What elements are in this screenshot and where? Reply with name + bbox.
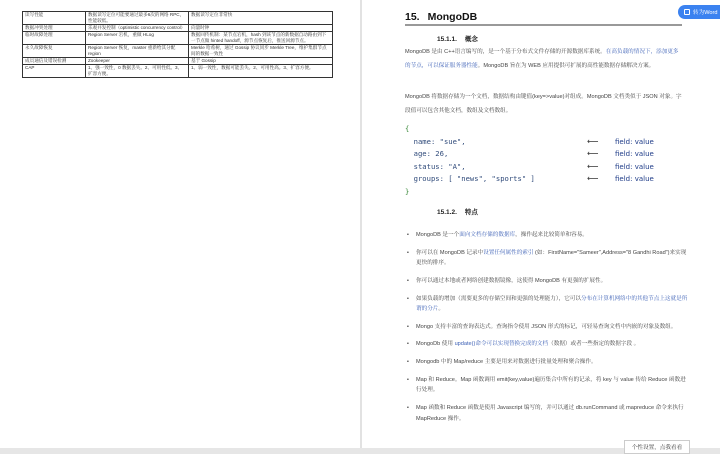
document-icon <box>684 9 690 15</box>
code-close-brace: } <box>405 186 410 196</box>
comparison-table <box>22 11 333 78</box>
table-cell: 数据冲突处理 <box>23 25 86 32</box>
list-item <box>405 248 690 269</box>
table-row <box>23 25 333 32</box>
field-value-label: field: value <box>615 150 654 159</box>
code-text: age: 26, <box>405 149 449 159</box>
code-text: status: "A", <box>405 161 466 171</box>
table-row <box>23 65 333 78</box>
bullet-icon: ▪ <box>407 295 409 302</box>
section-number: 15.1.1. <box>437 36 457 43</box>
bullet-icon: ▪ <box>407 277 409 284</box>
text: 。MongoDB 旨在为 WEB 应用提供可扩展的高性能数据存储解决方案。 <box>477 62 655 69</box>
field-value-label: field: value <box>615 162 654 171</box>
list-item <box>405 276 690 287</box>
list-item <box>405 322 690 333</box>
bullet-icon: ▪ <box>407 359 409 366</box>
list-item <box>405 403 690 424</box>
code-line <box>405 173 695 186</box>
concept-paragraph-1 <box>405 46 683 73</box>
table-cell: 基于 Gossip <box>189 58 333 65</box>
section-heading-features <box>437 207 478 216</box>
code-line <box>405 161 695 174</box>
highlight-text: 在高负载的情况下，添加更多的节点，可以保证服务器性能 <box>405 49 679 69</box>
arrow-left-icon: ⟵ <box>587 149 599 159</box>
table-cell: 读写性能 <box>23 12 86 25</box>
list-item <box>405 339 690 350</box>
chapter-number: 15. <box>405 11 420 23</box>
text: MongoDB 是由 C++语言编写的，是一个基于分布式文件存储的开源数据库系统。 <box>405 49 606 55</box>
table-cell: 数据读写定位非常快 <box>189 12 333 25</box>
table-cell: CAP <box>23 65 86 78</box>
table-cell: 向量时钟 <box>189 25 333 32</box>
code-text: name: "sue", <box>405 136 466 146</box>
left-page <box>0 0 360 448</box>
arrow-left-icon: ⟵ <box>587 174 599 184</box>
text: Mongo 支持丰富的查询表达式。查询指令使用 JSON 形式的标记，可轻易查询文档中内嵌的对象及数组。 <box>416 323 677 330</box>
table-cell: Region Server 宕机，重做 HLog <box>86 32 189 45</box>
arrow-left-icon: ⟵ <box>587 136 599 146</box>
code-text: groups: [ "news", "sports" ] <box>405 174 535 184</box>
table-cell: 1、弱一致性，数据可能丢失。2、可用性高。3、扩容方便。 <box>189 65 333 78</box>
text: 。 <box>438 306 444 313</box>
section-heading-concept <box>437 34 478 43</box>
table-cell: 临时故障处理 <box>23 32 86 45</box>
list-item <box>405 375 690 396</box>
text: 你可以在 MongoDB 记录中 <box>416 249 484 256</box>
table-row <box>23 12 333 25</box>
text: (如：FirstName="Sameer",Address="8 Gandhi Road")来实现更快的排序。 <box>416 249 687 267</box>
table-cell: 成员通信及错误检测 <box>23 58 86 65</box>
table-cell: Merkle 哈希树，通过 Gossip 协议同步 Merkle Tree，维护集群节点间的数据一致性 <box>189 45 333 58</box>
text: Map 和 Reduce。Map 函数调用 emit(key,value)遍历集合中所有的记录，将 key 与 value 传给 Reduce 函数进行处理。 <box>416 376 686 394</box>
chapter-title: MongoDB <box>427 11 478 23</box>
bullet-icon: ▪ <box>407 323 409 330</box>
table-cell: 1、强一致性，0 数据丢失。2、可用性低。3、扩容方便。 <box>86 65 189 78</box>
text: 你可以通过本地或者网络创建数据镜像，这使得 MongoDB 有更强的扩展性。 <box>416 277 607 284</box>
features-list <box>405 230 690 431</box>
highlight-text: 面向文档存储的数据库 <box>459 232 516 238</box>
table-cell: 数据回传机制：某节点宕机，hash 到该节点的新数据自动路由到下一节点做 hinted handoff，源节点恢复后，推送回源节点。 <box>189 32 333 45</box>
section-title: 特点 <box>464 209 478 216</box>
bullet-icon: ▪ <box>407 341 409 348</box>
table-row <box>23 58 333 65</box>
chapter-heading <box>405 11 477 23</box>
text: Map 函数和 Reduce 函数是使用 Javascript 编写的，并可以通过 db.runCommand 或 mapreduce 命令来执行 MapReduce 操作。 <box>416 405 684 422</box>
code-line <box>405 148 695 161</box>
table-row <box>23 32 333 45</box>
section-title: 概念 <box>464 36 478 43</box>
field-value-label: field: value <box>615 175 654 184</box>
highlight-text: update()命令可以实现替换完成的文档 <box>454 341 549 348</box>
text: ，操作起来比较简单和容易。 <box>515 232 588 238</box>
table-cell: 数据读写定位可能要通过最多6次的网络 RPC，性能较低。 <box>86 12 189 25</box>
text: （数据）或者一些指定的数据字段 。 <box>548 341 640 348</box>
section-number: 15.1.2. <box>437 209 457 216</box>
text: MongoDB 是一个 <box>416 232 460 238</box>
json-example <box>405 123 695 199</box>
heading-rule <box>405 24 682 26</box>
highlight-text: 设置任何属性的索引 <box>483 249 534 256</box>
bullet-icon: ▪ <box>407 376 409 383</box>
highlight-text: 分布在计算机网络中的其他节点上这就是所谓的分片 <box>416 295 688 313</box>
table-cell: 永久故障恢复 <box>23 45 86 58</box>
code-open-brace: { <box>405 124 410 133</box>
table-cell: 乐观并发控制（optimistic concurrency control） <box>86 25 189 32</box>
list-item <box>405 230 690 241</box>
field-value-label: field: value <box>615 137 654 146</box>
table-cell: Zookeeper <box>86 58 189 65</box>
concept-paragraph-2: MongoDB 将数据存储为一个文档，数据结构由键值(key=>value)对组成。MongoDB 文档类似于 JSON 对象。字段值可以包含其他文档，数组及文档数组。 <box>405 94 682 114</box>
right-page <box>362 0 720 448</box>
bullet-icon: ▪ <box>407 405 409 411</box>
list-item <box>405 357 690 368</box>
text: MongoDb 使用 <box>416 341 455 348</box>
convert-to-word-label: 转为Word <box>693 10 718 16</box>
text: 如果负载的增加（需要更多的存储空间和更强的处理能力），它可以 <box>416 295 582 302</box>
table-row <box>23 45 333 58</box>
code-line <box>405 136 695 149</box>
list-item <box>405 294 690 315</box>
convert-to-word-button[interactable] <box>678 5 720 19</box>
bottom-bar <box>0 448 720 454</box>
text: Mongodb 中的 Map/reduce 主要是用来对数据进行批量处理和聚合操作。 <box>416 359 597 366</box>
arrow-left-icon: ⟵ <box>587 161 599 171</box>
personalize-tooltip-button[interactable]: 个性设置，点我看看 <box>624 440 690 454</box>
bullet-icon: ▪ <box>407 249 409 256</box>
table-cell: Region Server 恢复，master 重新给其分配 region <box>86 45 189 58</box>
bullet-icon: ▪ <box>407 232 409 238</box>
